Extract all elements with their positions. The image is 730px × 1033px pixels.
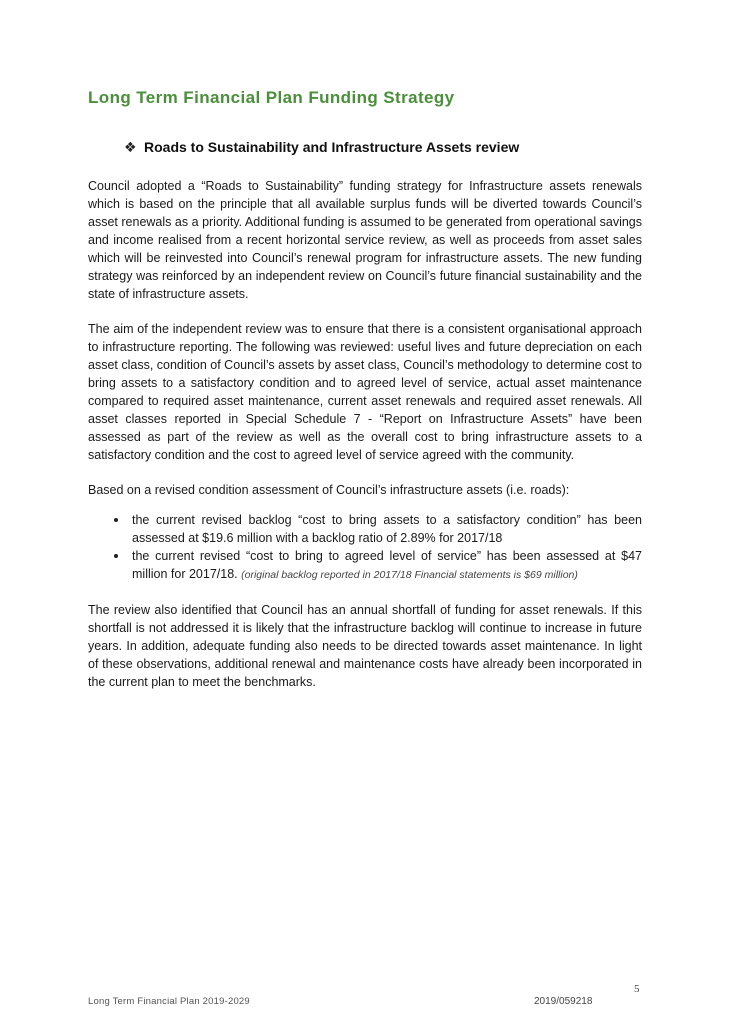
section-heading-text: Roads to Sustainability and Infrastructure Assets review [144,139,520,155]
list-item-note: (original backlog reported in 2017/18 Financial statements is $69 million) [241,569,578,581]
list-item [88,511,642,547]
list-item-text: the current revised “cost to bring to agreed level of service” has been assessed at $47 million for 2017/18. [132,549,642,581]
document-body [88,177,642,708]
paragraph-roads-to-sustainability: Council adopted a “Roads to Sustainability” funding strategy for Infrastructure assets renewals which is based on the principle that all available surplus funds will be diverted towards Council’s asset renewals as a priority. Additional funding is assumed to be generated from operational savings and income realised from a recent horizontal service review, as well as proceeds from asset sales which will be reinvested into Council’s renewal program for infrastructure assets. The new funding strategy was reinforced by an independent review on Council’s future financial sustainability and the state of infrastructure assets. [88,179,642,301]
paragraph-shortfall: The review also identified that Council has an annual shortfall of funding for asset renewals. If this shortfall is not addressed it is likely that the infrastructure backlog will continue to increase in future years. In addition, adequate funding also needs to be directed towards asset maintenance. In light of these observations, additional renewal and maintenance costs have already been incorporated in the current plan to meet the benchmarks. [88,603,642,689]
paragraph-independent-review: The aim of the independent review was to ensure that there is a consistent organisational approach to infrastructure reporting. The following was reviewed: useful lives and future depreciation on each asset class, condition of Council’s assets by asset class, Council’s methodology to determine cost to bring assets to a satisfactory condition and to agreed level of service, actual asset maintenance compared to required asset maintenance, current asset renewals and required asset renewals. All asset classes reported in Special Schedule 7 - “Report on Infrastructure Assets” have been assessed as part of the review as well as the overall cost to bring infrastructure assets to a satisfactory condition and the cost to agreed level of service agreed with the community. [88,322,642,462]
section-heading [124,139,519,156]
diamond-icon: ❖ [124,139,137,155]
page-title: Long Term Financial Plan Funding Strategy [88,88,455,107]
list-item [88,547,642,584]
bullet-icon [114,518,118,522]
footer-document-title: Long Term Financial Plan 2019-2029 [88,996,250,1007]
bullet-icon [114,554,118,558]
backlog-list [88,511,642,584]
page-number: 5 [634,983,640,995]
paragraph-condition-assessment: Based on a revised condition assessment of Council’s infrastructure assets (i.e. roads): [88,483,570,497]
footer-reference-number: 2019/059218 [534,996,593,1007]
list-item-text: the current revised backlog “cost to bring assets to a satisfactory condition” has been assessed at $19.6 million with a backlog ratio of 2.89% for 2017/18 [132,513,642,545]
